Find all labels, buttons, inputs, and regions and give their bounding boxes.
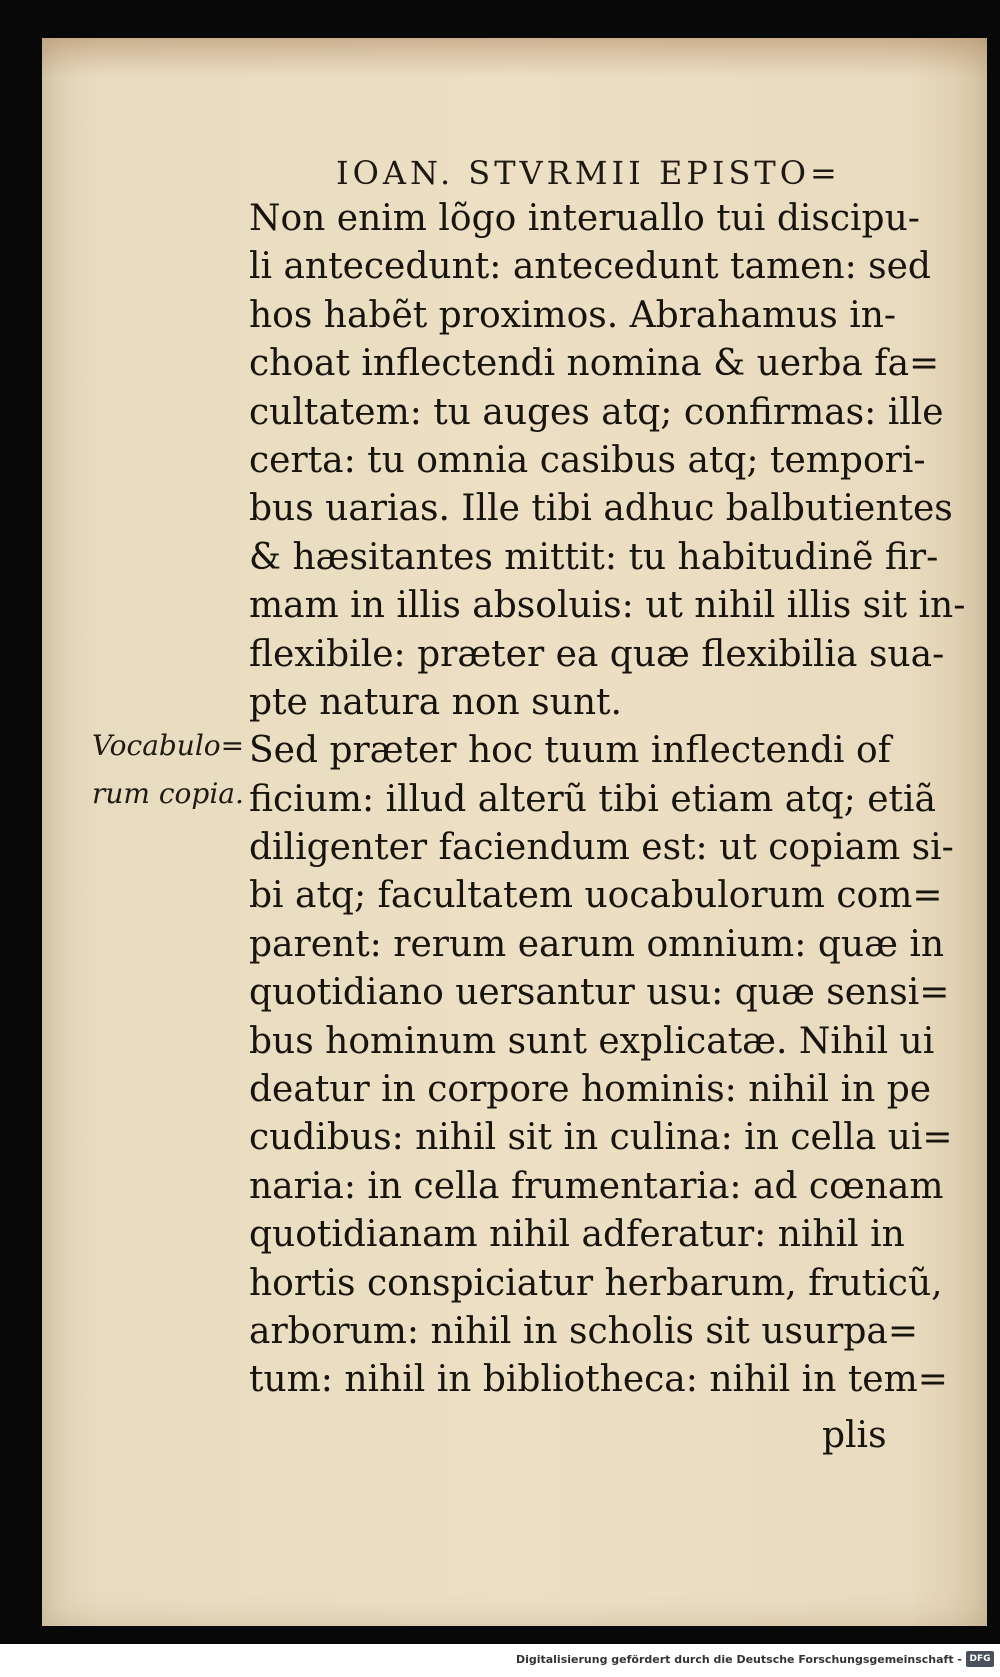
text-line: bus hominum sunt explicatæ. Nihil ui: [249, 1020, 935, 1062]
text-line: arborum: nihil in scholis sit usurpa=: [249, 1310, 919, 1352]
marginal-note-line: Vocabulo=: [92, 729, 245, 762]
marginal-note: [92, 722, 252, 818]
text-line: ficium: illud alterũ tibi etiam atq; etiã: [249, 778, 936, 820]
text-line: bus uarias. Ille tibi adhuc balbutientes: [249, 488, 953, 530]
footer-credit: Digitalisierung gefördert durch die Deutsche Forschungsgemeinschaft -: [515, 1653, 962, 1666]
marginal-note-line: rum copia.: [92, 777, 244, 810]
text-line: mam in illis absoluis: ut nihil illis sit in-: [249, 585, 966, 627]
text-line: diligenter faciendum est: ut copiam si-: [249, 827, 954, 869]
text-line: tum: nihil in bibliotheca: nihil in tem=: [249, 1359, 948, 1401]
text-line: cudibus: nihil sit in culina: in cella ui=: [249, 1117, 953, 1159]
text-line: choat inflectendi nomina & uerba fa=: [249, 343, 940, 385]
text-line: Non enim lõgo interuallo tui discipu-: [249, 198, 920, 239]
text-line: certa: tu omnia casibus atq; tempori-: [249, 439, 926, 481]
text-line: bi atq; facultatem uocabulorum com=: [249, 875, 943, 917]
footer-bar: [0, 1644, 1000, 1677]
text-line: li antecedunt: antecedunt tamen: sed: [249, 246, 931, 288]
dfg-logo: DFG: [966, 1651, 994, 1667]
text-line: hortis conspiciatur herbarum, fruticũ,: [249, 1262, 943, 1304]
text-line: Sed præter hoc tuum inflectendi of: [249, 730, 891, 772]
text-line: & hæsitantes mittit: tu habitudinẽ fir-: [249, 536, 939, 578]
text-line: naria: in cella frumentaria: ad cœnam: [249, 1165, 944, 1207]
text-line: flexibile: præter ea quæ flexibilia sua-: [249, 633, 945, 675]
running-head: IOAN. STVRMII EPISTO=: [336, 154, 841, 192]
text-line: deatur in corpore hominis: nihil in pe: [249, 1069, 932, 1111]
body-text: [249, 195, 966, 1405]
text-line: pte natura non sunt.: [249, 681, 622, 723]
text-line: parent: rerum earum omnium: quæ in: [249, 923, 945, 965]
text-line: quotidianam nihil adferatur: nihil in: [249, 1214, 905, 1256]
text-line: hos habẽt proximos. Abrahamus in-: [249, 294, 897, 336]
text-line: quotidiano uersantur usu: quæ sensi=: [249, 972, 950, 1014]
text-line: cultatem: tu auges atq; confirmas: ille: [249, 391, 944, 433]
catchword: plis: [822, 1415, 887, 1456]
